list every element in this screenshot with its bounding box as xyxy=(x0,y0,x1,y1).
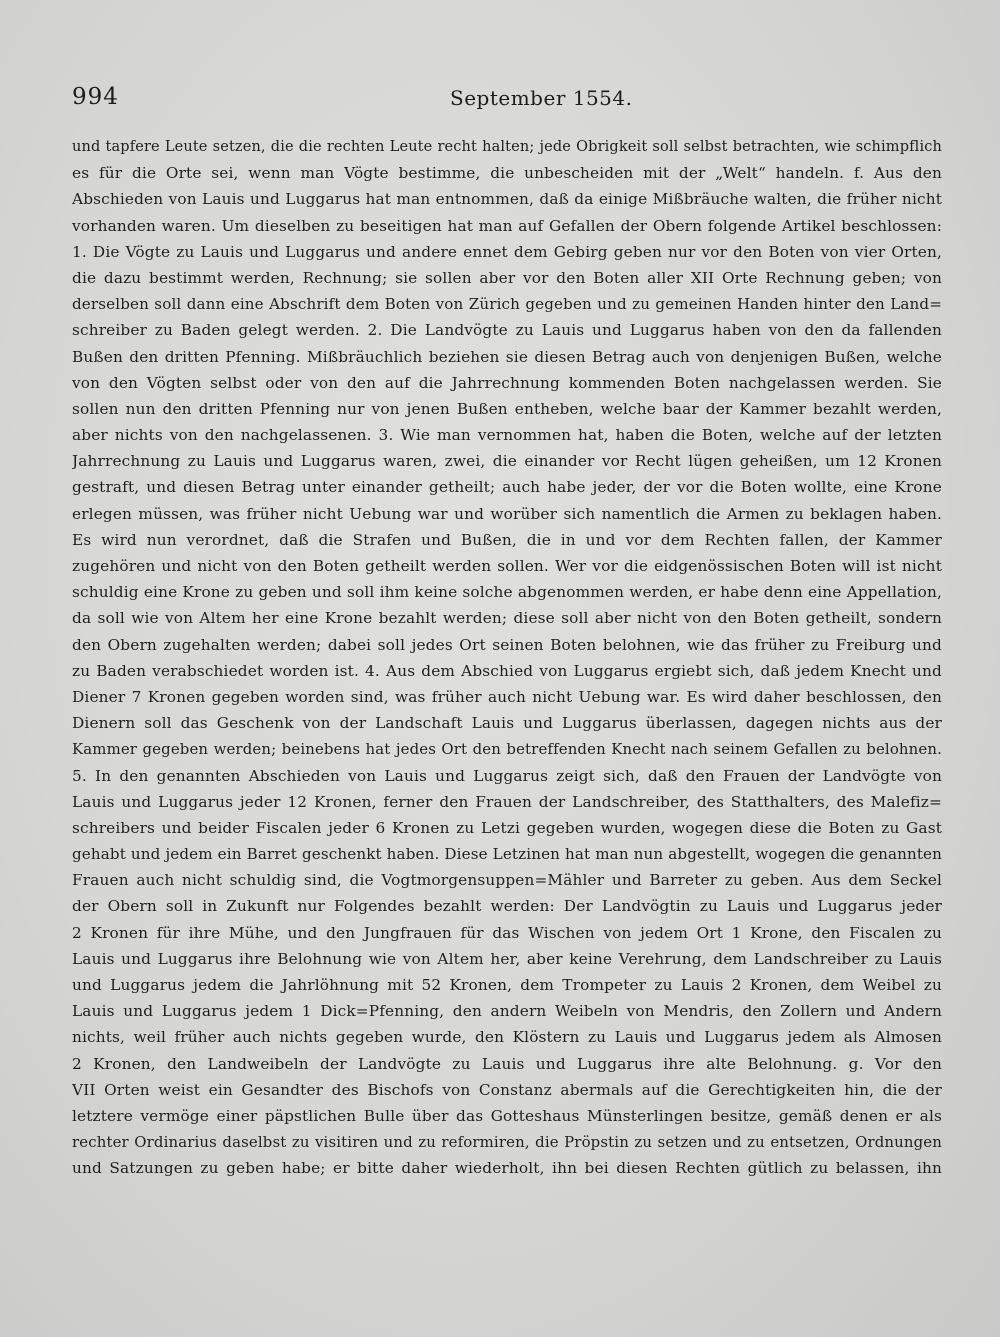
page-header xyxy=(72,82,942,118)
text-line: letztere vermöge einer päpstlichen Bulle über das Gotteshaus Münsterlingen besitze, gemäß denen er als xyxy=(72,1106,942,1125)
text-line: und Luggarus jedem die Jahrlöhnung mit 52 Kronen, dem Trompeter zu Lauis 2 Kronen, dem Weibel zu xyxy=(72,976,942,994)
text-line: Abschieden von Lauis und Luggarus hat man entnommen, daß da einige Mißbräuche walten, die früher nicht xyxy=(72,190,942,209)
text-line: den Obern zugehalten werden; dabei soll jedes Ort seinen Boten belohnen, wie das früher zu Freiburg und xyxy=(72,635,942,654)
text-line: gestraft, und diesen Betrag unter einander getheilt; auch habe jeder, der vor die Boten wollte, eine Krone xyxy=(72,478,942,497)
text-line: sollen nun den dritten Pfenning nur von jenen Bußen entheben, welche baar der Kammer bezahlt werden, xyxy=(72,399,942,418)
text-line: von den Vögten selbst oder von den auf die Jahrrechnung kommenden Boten nachgelassen werden. Sie xyxy=(72,373,942,392)
text-line: Kammer gegeben werden; beinebens hat jedes Ort den betreffenden Knecht nach seinem Gefallen zu belohnen. xyxy=(72,740,942,759)
text-line: und tapfere Leute setzen, die die rechten Leute recht halten; jede Obrigkeit soll selbst betrachten, wie schimpflich xyxy=(72,139,942,155)
text-line: zugehören und nicht von den Boten getheilt werden sollen. Wer vor die eidgenössischen Boten will ist nicht xyxy=(72,557,942,575)
text-line: 1. Die Vögte zu Lauis und Luggarus und andere ennet dem Gebirg geben nur vor den Boten von vier Orten, xyxy=(72,242,942,261)
text-line: Dienern soll das Geschenk von der Landschaft Lauis und Luggarus überlassen, dagegen nichts aus der xyxy=(72,714,942,733)
text-line: Diener 7 Kronen gegeben worden sind, was früher auch nicht Uebung war. Es wird daher beschlossen, den xyxy=(72,687,942,706)
text-line: Frauen auch nicht schuldig sind, die Vogtmorgensuppen=Mähler und Barreter zu geben. Aus dem Seckel xyxy=(72,871,942,890)
text-line: VII Orten weist ein Gesandter des Bischofs von Constanz abermals auf die Gerechtigkeiten hin, die der xyxy=(72,1080,942,1099)
text-line: 5. In den genannten Abschieden von Lauis und Luggarus zeigt sich, daß den Frauen der Landvögte von xyxy=(72,766,942,785)
text-line: rechter Ordinarius daselbst zu visitiren und zu reformiren, die Pröpstin zu setzen und zu entsetzen, Ordnungen xyxy=(72,1133,942,1152)
text-line: Lauis und Luggarus ihre Belohnung wie von Altem her, aber keine Verehrung, dem Landschreiber zu Lauis xyxy=(72,949,942,968)
body-text xyxy=(72,134,942,1182)
text-line: der Obern soll in Zukunft nur Folgendes bezahlt werden: Der Landvögtin zu Lauis und Luggarus jeder xyxy=(72,897,942,916)
text-line: schreibers und beider Fiscalen jeder 6 Kronen zu Letzi gegeben wurden, wogegen diese die Boten zu Gast xyxy=(72,818,942,837)
text-line: 2 Kronen, den Landweibeln der Landvögte zu Lauis und Luggarus ihre alte Belohnung. g. Vor den xyxy=(72,1054,942,1073)
text-line: schreiber zu Baden gelegt werden. 2. Die Landvögte zu Lauis und Luggarus haben von den da fallenden xyxy=(72,321,942,340)
text-line: gehabt und jedem ein Barret geschenkt haben. Diese Letzinen hat man nun abgestellt, wogegen die genannten xyxy=(72,845,942,864)
text-line: schuldig eine Krone zu geben und soll ihm keine solche abgenommen werden, er habe denn eine Appellation, xyxy=(72,583,942,602)
text-line: Jahrrechnung zu Lauis und Luggarus waren, zwei, die einander vor Recht lügen geheißen, um 12 Kronen xyxy=(72,452,942,471)
text-line: zu Baden verabschiedet worden ist. 4. Aus dem Abschied von Luggarus ergiebt sich, daß jedem Knecht und xyxy=(72,661,942,680)
text-line: erlegen müssen, was früher nicht Uebung war und worüber sich namentlich die Armen zu beklagen haben. xyxy=(72,504,942,523)
running-head: September 1554. xyxy=(450,86,633,110)
text-line: 2 Kronen für ihre Mühe, und den Jungfrauen für das Wischen von jedem Ort 1 Krone, den Fiscalen zu xyxy=(72,923,942,942)
text-line: Lauis und Luggarus jeder 12 Kronen, ferner den Frauen der Landschreiber, des Statthalters, des Malefiz= xyxy=(72,792,942,811)
text-line: nichts, weil früher auch nichts gegeben wurde, den Klöstern zu Lauis und Luggarus jedem als Almosen xyxy=(72,1028,942,1047)
page-number: 994 xyxy=(72,84,119,110)
text-line: vorhanden waren. Um dieselben zu beseitigen hat man auf Gefallen der Obern folgende Artikel beschlossen: xyxy=(72,216,942,235)
text-line: die dazu bestimmt werden, Rechnung; sie sollen aber vor den Boten aller XII Orte Rechnung geben; von xyxy=(72,268,942,287)
text-line: und Satzungen zu geben habe; er bitte daher wiederholt, ihn bei diesen Rechten gütlich zu belassen, ihn xyxy=(72,1159,942,1178)
text-line: es für die Orte sei, wenn man Vögte bestimme, die unbescheiden mit der „Welt“ handeln. f. Aus den xyxy=(72,164,942,183)
text-line: aber nichts von den nachgelassenen. 3. Wie man vernommen hat, haben die Boten, welche auf der letzten xyxy=(72,426,942,445)
text-line: derselben soll dann eine Abschrift dem Boten von Zürich gegeben und zu gemeinen Handen hinter den Land= xyxy=(72,295,942,314)
text-line: Bußen den dritten Pfenning. Mißbräuchlich beziehen sie diesen Betrag auch von denjenigen Bußen, welche xyxy=(72,347,942,366)
text-line: Lauis und Luggarus jedem 1 Dick=Pfenning, den andern Weibeln von Mendris, den Zollern und Andern xyxy=(72,1002,942,1021)
text-line: da soll wie von Altem her eine Krone bezahlt werden; diese soll aber nicht von den Boten getheilt, sondern xyxy=(72,609,942,628)
text-line: Es wird nun verordnet, daß die Strafen und Bußen, die in und vor dem Rechten fallen, der Kammer xyxy=(72,530,942,549)
